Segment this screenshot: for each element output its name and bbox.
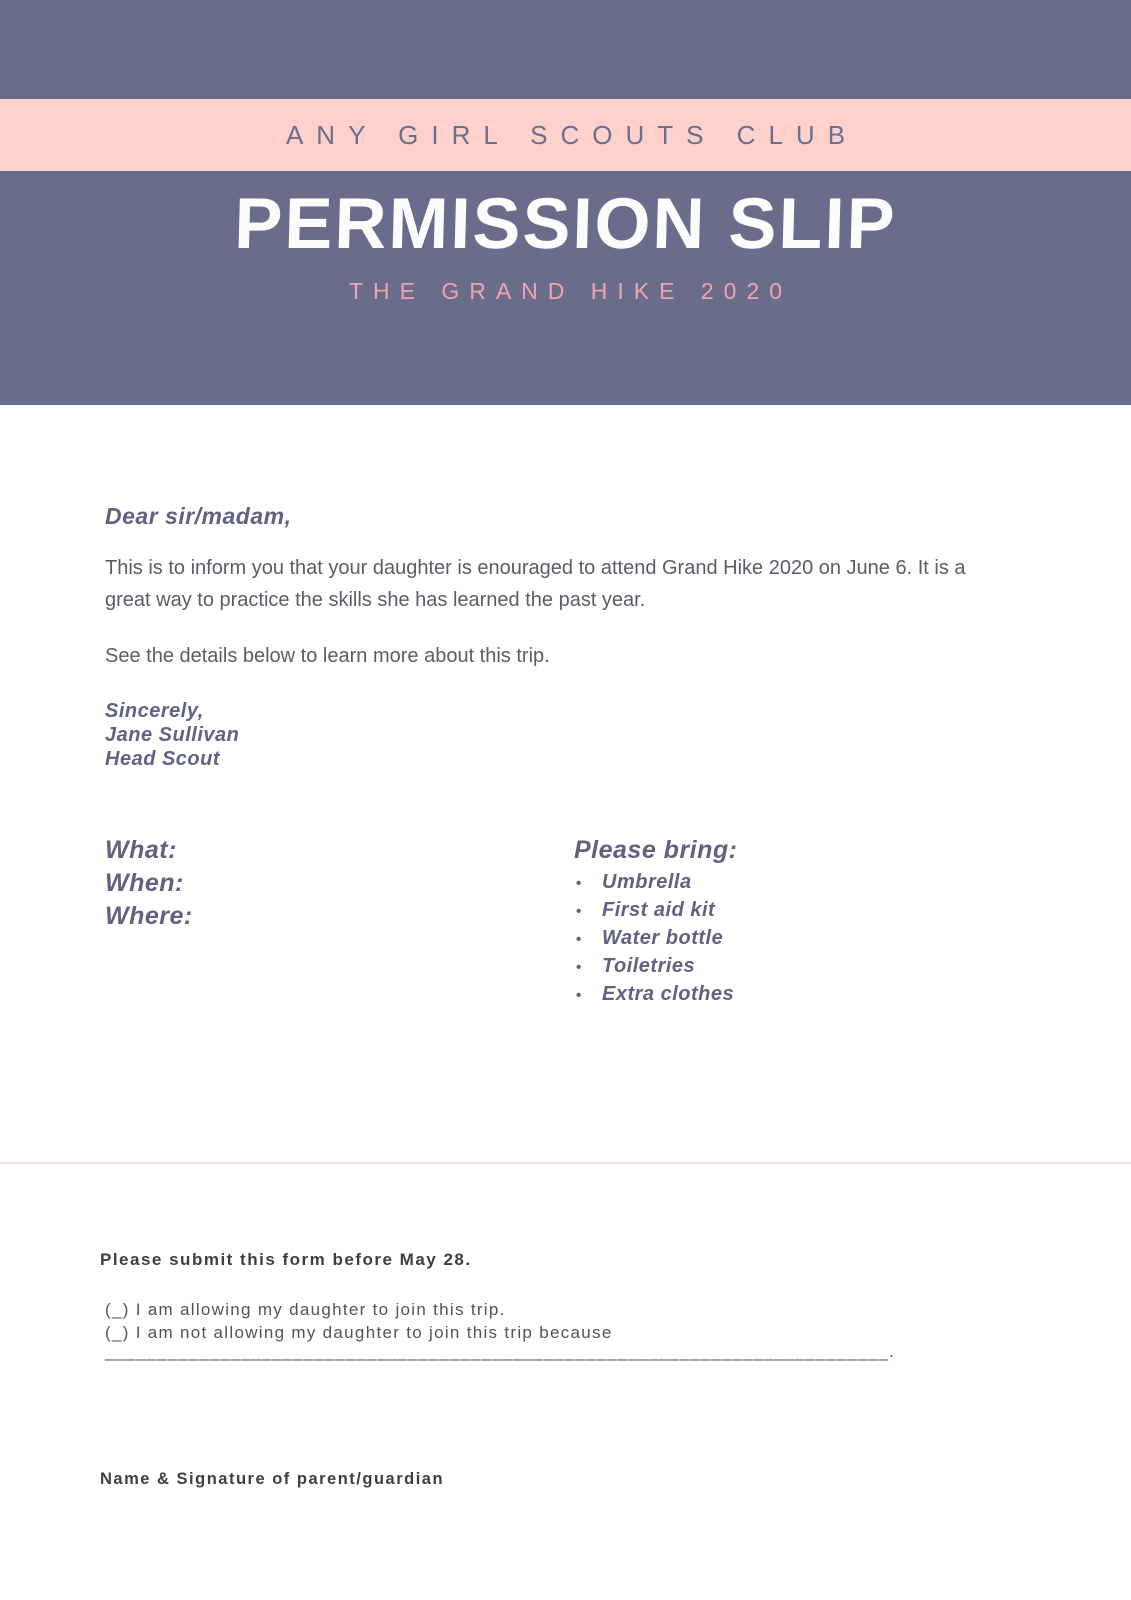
deny-option-line: (_) I am not allowing my daughter to join this trip because [105,1323,613,1342]
what-label: What: [105,836,177,864]
bring-title: Please bring: [574,836,738,864]
bullet-icon: • [576,959,582,976]
signer-role: Head Scout [105,748,221,770]
bring-item-label: Toiletries [602,955,696,977]
letter-note: See the details below to learn more about this trip. [105,645,550,667]
bullet-icon: • [576,931,582,948]
letter-salutation: Dear sir/madam, [105,503,292,529]
letter-body-line-2: great way to practice the skills she has learned the past year. [105,589,646,611]
list-item [576,927,734,955]
reason-blank-line: ___________________________________________________________________________. [105,1342,895,1361]
page-subtitle: THE GRAND HIKE 2020 [348,278,793,304]
bring-item-label: Umbrella [602,871,692,893]
bring-item-label: Extra clothes [602,983,735,1005]
allow-option-line: (_) I am allowing my daughter to join this trip. [105,1300,506,1319]
club-name: ANY GIRL SCOUTS CLUB [285,119,859,150]
page-title: PERMISSION SLIP [233,184,898,264]
letter-closing: Sincerely, [105,700,204,722]
bring-item-label: Water bottle [602,927,724,949]
list-item [576,899,734,927]
list-item [576,983,734,1011]
section-divider [0,1162,1131,1164]
when-label: When: [105,869,184,897]
list-item [576,871,734,899]
bring-list [576,871,734,1011]
list-item [576,955,734,983]
bullet-icon: • [576,987,582,1004]
bring-item-label: First aid kit [602,899,716,921]
bullet-icon: • [576,875,582,892]
letter-body-line-1: This is to inform you that your daughter is enouraged to attend Grand Hike 2020 on June 6. It is a [105,557,966,579]
bullet-icon: • [576,903,582,920]
signer-name: Jane Sullivan [105,724,240,746]
signature-label: Name & Signature of parent/guardian [100,1470,445,1488]
header-top-band [0,0,1131,99]
where-label: Where: [105,902,193,930]
deadline-note: Please submit this form before May 28. [100,1250,472,1269]
club-banner [0,99,1131,171]
